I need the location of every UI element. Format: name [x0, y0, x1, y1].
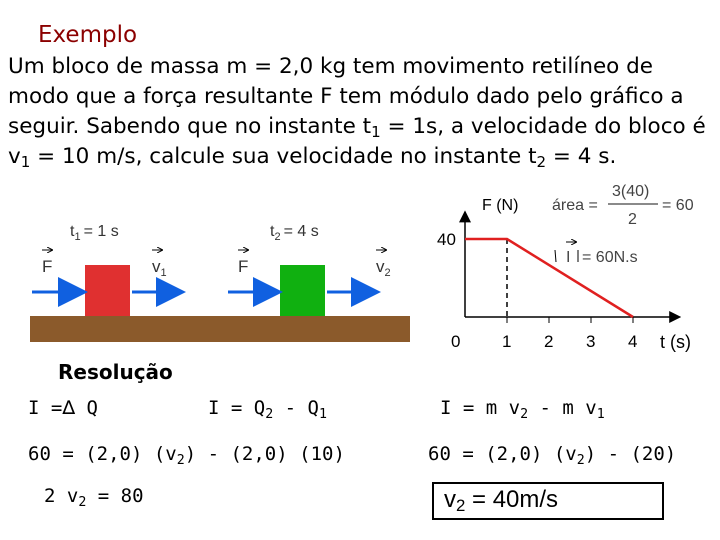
- block-1: [85, 265, 130, 316]
- x-tick-label: 1: [502, 332, 512, 351]
- area-numerator: 3(40): [612, 183, 650, 200]
- area-prefix: área =: [552, 197, 598, 214]
- force-time-chart: [420, 180, 720, 355]
- force-label-2: F: [238, 257, 249, 276]
- equation-impulse-mass: I = m $v_2$ - m $v_1$: [440, 397, 605, 422]
- equation-substitution-1: 60 = (2,0) $(v_2) - (2,0)$ (10): [28, 443, 345, 468]
- impulse-value: = 60N.s: [582, 249, 638, 266]
- blocks-illustration: [30, 210, 415, 345]
- area-denominator: 2: [628, 211, 637, 228]
- impulse-symbol: I: [566, 249, 571, 266]
- y-tick-label: 40: [437, 230, 456, 249]
- final-answer: $v_2 = 40m/s$: [444, 486, 559, 515]
- force-label-1: F: [42, 257, 53, 276]
- area-result: = 60: [662, 197, 694, 214]
- x-tick-label: 3: [586, 332, 596, 351]
- resolution-title: Resolução: [58, 360, 173, 384]
- v2-label: $v_2$: [376, 257, 391, 279]
- y-axis-label: F (N): [482, 197, 519, 214]
- problem-statement: Um bloco de massa m = 2,0 kg tem movimento retilíneo de modo que a força resultante F tem módulo dado pelo gráfico a seguir. Sabendo que no instante $t_1 = 1s$, a velocidade do bloco é $v_1 = 10$ m/s, calcule sua velocidade no instante $t_2 = 4$ s.: [8, 54, 706, 171]
- equation-impulse-momentum: I =∆ Q: [28, 397, 98, 419]
- t2-label: $t_2 = 4$ s: [270, 223, 319, 243]
- block-2: [280, 265, 325, 316]
- x-tick-label: 2: [544, 332, 554, 351]
- equation-substitution-2: 60 = (2,0) $(v_2) - (20)$: [428, 443, 677, 468]
- x-axis-label: t (s): [660, 332, 691, 352]
- equation-impulse-diff: $I = Q_2 - Q_1$: [208, 397, 327, 422]
- ground: [30, 316, 410, 342]
- x-tick-label: 4: [628, 332, 638, 351]
- example-heading: Exemplo: [38, 22, 138, 48]
- x-tick-label: 0: [451, 332, 461, 351]
- v1-label: $v_1$: [152, 257, 167, 279]
- answer-box: [432, 482, 664, 520]
- t1-label: $t_1 = 1$ s: [70, 223, 119, 243]
- equation-simplified: 2 $v_2 = 80$: [44, 485, 144, 510]
